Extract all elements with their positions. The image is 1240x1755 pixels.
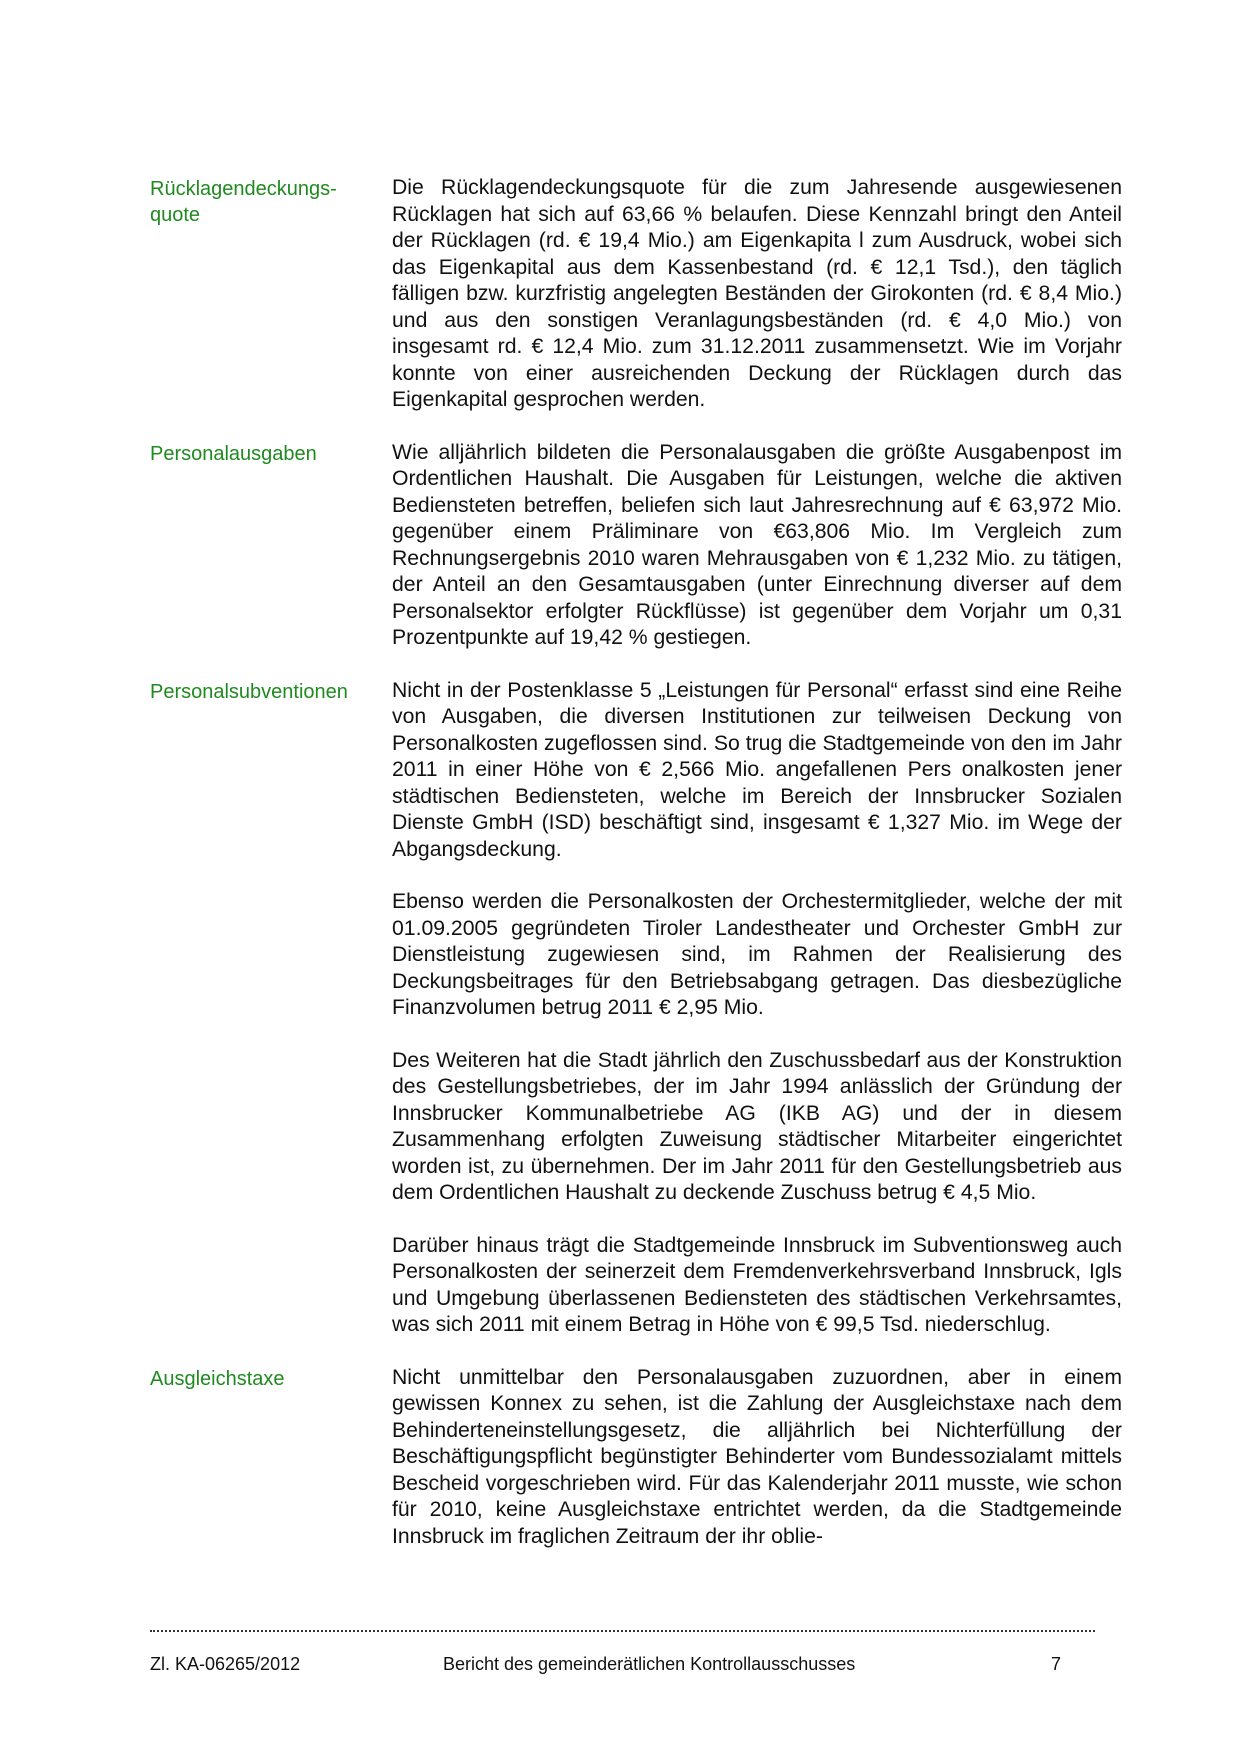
section-personalsubventionen [150, 678, 1122, 1365]
paragraph: Wie alljährlich bildeten die Personalausgaben die größte Ausgabenpost im Ordentlichen Haushalt. Die Ausgaben für Leistungen, welche die aktiven Bediensteten betreffen, beliefen sich laut Jahresrechnung auf € 63,972 Mio. gegenüber einem Präliminare von €63,806 Mio. Im Vergleich zum Rechnungsergebnis 2010 waren Mehrausgaben von € 1,232 Mio. zu tätigen, der Anteil an den Gesamtausgaben (unter Einrechnung diverser auf dem Personalsektor erfolgter Rückflüsse) ist gegenüber dem Vorjahr um 0,31 Prozentpunkte auf 19,42 % gestiegen. [392, 440, 1122, 649]
page-number: 7 [1050, 1654, 1061, 1674]
paragraph: Die Rücklagendeckungsquote für die zum Jahresende ausgewiesenen Rücklagen hat sich auf 63,66 % belaufen. Diese Kennzahl bringt den Anteil der Rücklagen (rd. € 19,4 Mio.) am Eigenkapita l zum Ausdruck, wobei sich das Eigenkapital aus dem Kassenbestand (rd. € 12,1 Tsd.), den täglich fälligen bzw. kurzfristig angelegten Beständen der Girokonten (rd. € 8,4 Mio.) und aus den sonstigen Veranlagungsbeständen (rd. € 4,0 Mio.) von insgesamt rd. € 12,4 Mio. zum 31.12.2011 zusammensetzt. Wie im Vorjahr konnte von einer ausreichenden Deckung der Rücklagen durch das Eigenkapital gesprochen werden. [392, 176, 1122, 411]
margin-label: Personalsubventionen [150, 680, 348, 703]
footer-divider [150, 1630, 1095, 1632]
footer-title: Bericht des gemeinderätlichen Kontrollausschusses [443, 1654, 856, 1674]
margin-label: Ausgleichstaxe [150, 1367, 285, 1390]
section-paragraphs [392, 175, 1122, 440]
paragraph: Des Weiteren hat die Stadt jährlich den Zuschussbedarf aus der Konstruktion des Gestellungsbetriebes, der im Jahr 1994 anlässlich der Gründung der Innsbrucker Kommunalbetriebe AG (IKB AG) und der in diesem Zusammenhang erfolgten Zuweisung städtischer Mitarbeiter eingerichtet worden ist, zu übernehmen. Der im Jahr 2011 für den Gestellungsbetrieb aus dem Ordentlichen Haushalt zu deckende Zuschuss betrug € 4,5 Mio. [392, 1048, 1122, 1204]
section-ausgleichstaxe [150, 1365, 1122, 1577]
section-personalausgaben [150, 440, 1122, 678]
margin-label: Personalausgaben [150, 442, 317, 465]
section-paragraphs [392, 678, 1122, 1365]
paragraph: Nicht unmittelbar den Personalausgaben zuzuordnen, aber in einem gewissen Konnex zu sehen, ist die Zahlung der Ausgleichstaxe nach dem Behinderteneinstellungsgesetz, die alljährlich bei Nichterfüllung der Beschäftigungspflicht begünstigter Behinderter vom Bundessozialamt mittels Bescheid vorgeschrieben wird. Für das Kalenderjahr 2011 musste, wie schon für 2010, keine Ausgleichstaxe entrichtet werden, da die Stadtgemeinde Innsbruck im fraglichen Zeitraum der ihr oblie- [392, 1365, 1122, 1548]
section-paragraphs [392, 1365, 1122, 1577]
section-ruecklagendeckungsquote [150, 175, 1122, 440]
report-body [150, 175, 1122, 1576]
paragraph: Darüber hinaus trägt die Stadtgemeinde Innsbruck im Subventionsweg auch Personalkosten der seinerzeit dem Fremdenverkehrsverband Innsbruck, Igls und Umgebung überlassenen Bediensteten des städtischen Verkehrsamtes, was sich 2011 mit einem Betrag in Höhe von € 99,5 Tsd. niederschlug. [392, 1233, 1122, 1336]
paragraph: Ebenso werden die Personalkosten der Orchestermitglieder, welche der mit 01.09.2005 gegründeten Tiroler Landestheater und Orchester GmbH zur Dienstleistung zugewiesen sind, im Rahmen der Realisierung des Deckungsbeitrages für den Betriebsabgang getragen. Das diesbezügliche Finanzvolumen betrug 2011 € 2,95 Mio. [392, 890, 1122, 1019]
section-paragraphs [392, 440, 1122, 678]
footer-reference: Zl. KA-06265/2012 [150, 1654, 301, 1674]
margin-label-line: Rücklagendeckungs- quote [150, 178, 337, 226]
paragraph: Nicht in der Postenklasse 5 „Leistungen für Personal“ erfasst sind eine Reihe von Ausgaben, die diversen Institutionen zur teilweisen Deckung von Personalkosten zugeflossen sind. So trug die Stadtgemeinde von den im Jahr 2011 in einer Höhe von € 2,566 Mio. angefallenen Pers onalkosten jener städtischen Bediensteten, welche im Bereich der Innsbrucker Sozialen Dienste GmbH (ISD) beschäftigt sind, insgesamt € 1,327 Mio. im Wege der Abgangsdeckung. [392, 678, 1122, 861]
page-footer [150, 1652, 1095, 1676]
margin-label [150, 175, 392, 228]
